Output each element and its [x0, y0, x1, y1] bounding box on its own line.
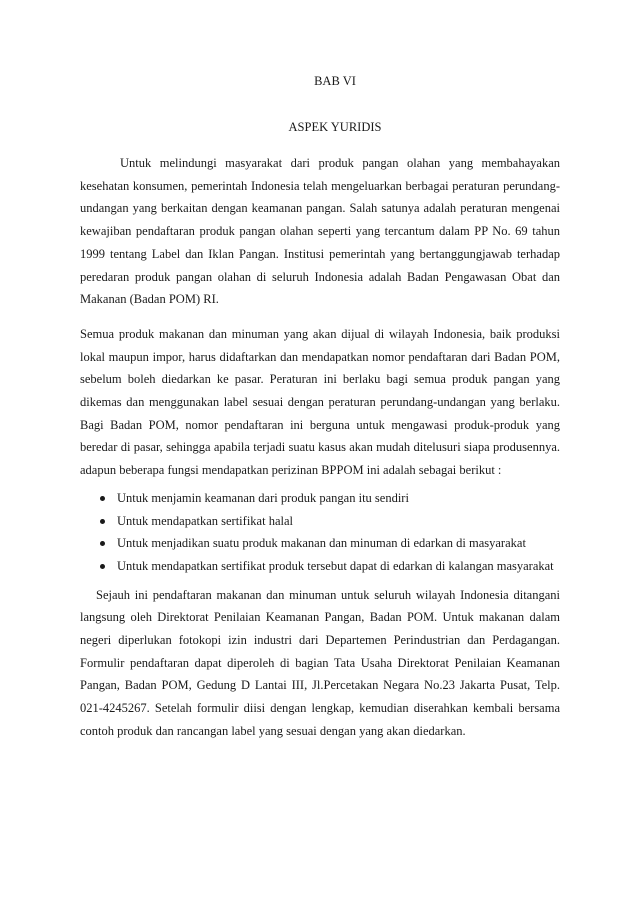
document-page — [80, 72, 560, 743]
paragraph-intro: Untuk melindungi masyarakat dari produk pangan olahan yang membahayakan kesehatan konsumen, pemerintah Indonesia telah mengeluarkan berbagai peraturan perundang-undangan yang berkaitan dengan keamanan pangan. Salah satunya adalah peraturan mengenai kewajiban pendaftaran produk pangan olahan seperti yang tercantum dalam PP No. 69 tahun 1999 tentang Label dan Iklan Pangan. Institusi pemerintah yang bertanggungjawab terhadap peredaran produk pangan olahan di seluruh Indonesia adalah Badan Pengawasan Obat dan Makanan (Badan POM) RI. — [80, 156, 560, 307]
list-item-text: Untuk menjadikan suatu produk makanan dan minuman di edarkan di masyarakat — [117, 536, 526, 551]
bullet-icon — [100, 564, 105, 569]
chapter-heading: BAB VI — [314, 74, 356, 88]
list-item — [100, 555, 560, 578]
bullet-icon — [100, 541, 105, 546]
list-item — [100, 532, 560, 555]
bullet-icon — [100, 496, 105, 501]
bullet-icon — [100, 519, 105, 524]
section-title: ASPEK YURIDIS — [288, 120, 382, 134]
paragraph-registration: Semua produk makanan dan minuman yang akan dijual di wilayah Indonesia, baik produksi lokal maupun impor, harus didaftarkan dan mendapatkan nomor pendaftaran dari Badan POM, sebelum boleh diedarkan ke pasar. Peraturan ini berlaku bagi semua produk pangan yang dikemas dan menggunakan label sesuai dengan peraturan perundang-undangan yang berlaku. Bagi Badan POM, nomor pendaftaran ini berguna untuk mengawasi produk-produk yang beredar di pasar, sehingga apabila terjadi suatu kasus akan mudah ditelusuri siapa produsennya. adapun beberapa fungsi mendapatkan perizinan BPPOM ini adalah sebagai berikut : — [80, 326, 560, 478]
list-item — [100, 487, 560, 510]
list-item — [100, 510, 560, 533]
list-item-text: Untuk mendapatkan sertifikat produk tersebut dapat di edarkan di kalangan masyarakat — [117, 558, 554, 573]
list-item-text: Untuk menjamin keamanan dari produk pangan itu sendiri — [117, 490, 409, 505]
paragraph-spacer — [80, 311, 560, 323]
paragraph-procedure: Sejauh ini pendaftaran makanan dan minuman untuk seluruh wilayah Indonesia ditangani langsung oleh Direktorat Penilaian Keamanan Pangan, Badan POM. Untuk makanan dalam negeri diperlukan fotokopi izin industri dari Departemen Perindustrian dan Perdagangan. Formulir pendaftaran dapat diperoleh di bagian Tata Usaha Direktorat Penilaian Keamanan Pangan, Badan POM, Gedung D Lantai III, Jl.Percetakan Negara No.23 Jakarta Pusat, Telp. 021-4245267. Setelah formulir diisi dengan lengkap, kemudian diserahkan kembali bersama contoh produk dan rancangan label yang sesuai dengan yang akan diedarkan. — [80, 587, 560, 738]
list-item-text: Untuk mendapatkan sertifikat halal — [117, 513, 293, 528]
bullet-list — [80, 487, 560, 578]
